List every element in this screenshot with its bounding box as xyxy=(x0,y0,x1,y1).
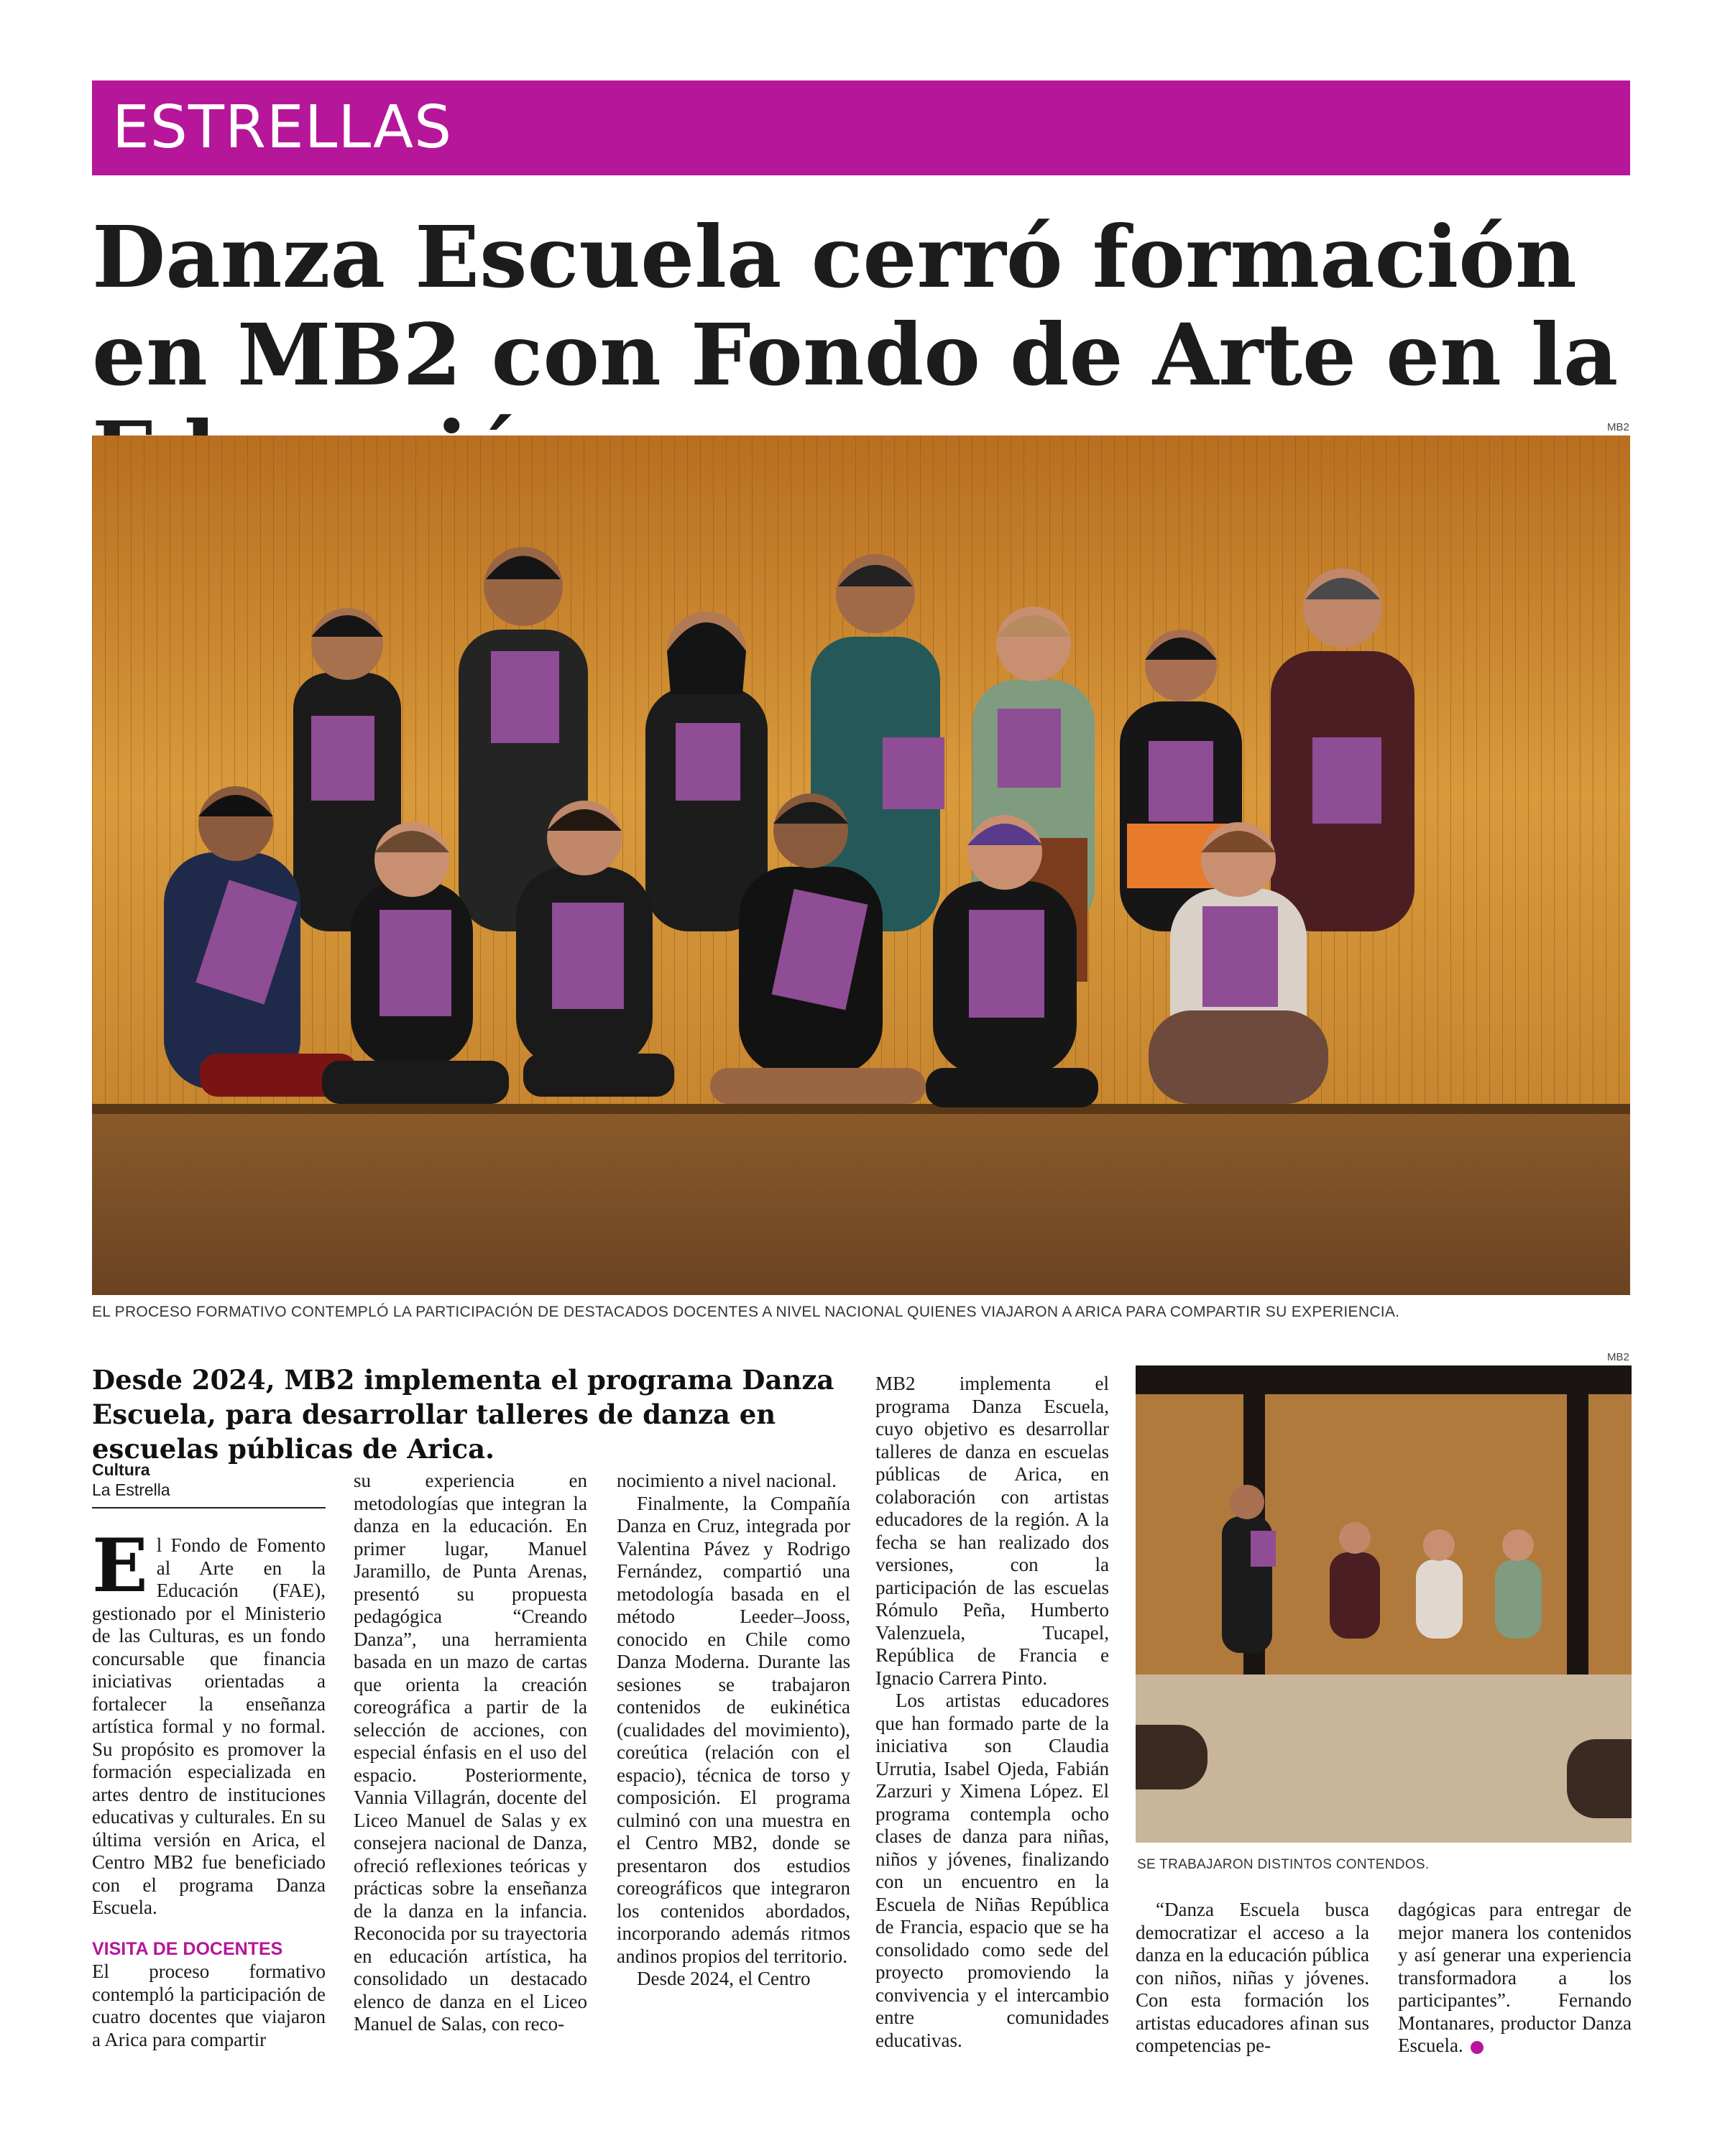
byline-publication: La Estrella xyxy=(92,1480,170,1499)
photo-credit-main: MB2 xyxy=(1607,421,1629,433)
photo-caption-main: EL PROCESO FORMATIVO CONTEMPLÓ LA PARTICIPACIÓN DE DESTACADOS DOCENTES A NIVEL NACIONAL QUIENES VIAJARON A ARICA PARA COMPARTIR SU EXPERIENCIA. xyxy=(92,1304,1400,1320)
byline-section: Cultura xyxy=(92,1460,150,1479)
article-column-5 xyxy=(1136,1899,1369,2058)
group-photo-illustration xyxy=(92,436,1630,1295)
closing-paragraph: dagógicas para entregar de mejor manera los contenidos y así generar una experiencia transformadora a los participantes”. Fernando Montanares, productor Danza Escuela. xyxy=(1398,1899,1632,2056)
paragraph: MB2 implementa el programa Danza Escuela, cuyo objetivo es desarrollar talleres de danza en escuelas públicas de Arica, en colaboración con artistas educadores de la región. A la fecha se han realizado dos versiones, con la participación de las escuelas Rómulo Peña, Humberto Valenzuela, Tucapel, República de Francia e Ignacio Carrera Pinto. xyxy=(875,1373,1109,1689)
paragraph: su experiencia en metodologías que integran la danza en la educación. En primer lugar, Manuel Jaramillo, de Punta Arenas, presentó su propuesta pedagógica “Creando Danza”, una herramienta basada en un mazo de cartas que orienta la creación coreográfica a partir de la selección de acciones, con especial énfasis en el uso del espacio. Posteriormente, Vannia Villagrán, docente del Liceo Manuel de Salas y ex consejera nacional de Danza, ofreció reflexiones teóricas y prácticas sobre la enseñanza de la danza en la infancia. Reconocida por su trayectoria en educación artística, ha consolidado un destacado elenco de danza en el Liceo Manuel de Salas, con reco- xyxy=(354,1470,587,2035)
headline: Danza Escuela cerró formación en MB2 con Fondo de Arte en la xyxy=(92,207,1619,405)
end-of-article-icon xyxy=(1471,2041,1484,2054)
section-bar xyxy=(92,80,1630,175)
class-photo-illustration xyxy=(1136,1365,1632,1843)
paragraph: Los artistas educadores que han formado parte de la iniciativa son Claudia Urrutia, Isabel Ojeda, Fabián Zarzuri y Ximena López. El programa contempla ocho clases de danza para niñas, niños y jóvenes, finalizando con un encuentro en la Escuela de Niñas República de Francia, espacio que se ha consolidado como sede del proyecto promoviendo la convivencia y el intercambio entre comunidades educativas. xyxy=(875,1690,1109,2051)
secondary-photo xyxy=(1136,1365,1632,1843)
article-column-6 xyxy=(1398,1899,1632,2058)
paragraph xyxy=(1398,1899,1632,2058)
subhead-visita: VISITA DE DOCENTES xyxy=(92,1938,283,1959)
article-column-2 xyxy=(354,1470,587,2036)
article-column-3 xyxy=(617,1470,850,1991)
photo-caption-small: SE TRABAJARON DISTINTOS CONTENDOS. xyxy=(1137,1857,1430,1872)
paragraph: nocimiento a nivel nacional. xyxy=(617,1470,837,1491)
paragraph: El proceso formativo contempló la participación de cuatro docentes que viajaron a Arica para compartir xyxy=(92,1961,326,2050)
paragraph: Finalmente, la Compañía Danza en Cruz, integrada por Valentina Pávez y Rodrigo Fernández, compartió una metodología basada en el método Leeder–Jooss, conocido en Chile como Danza Moderna. Durante las sesiones se trabajaron contenidos de eukinética (cualidades del movimiento), coreútica (relación con el espacio), técnica de torso y composición. El programa culminó con una muestra en el Centro MB2, donde se presentaron dos estudios coreográficos que integraron los contenidos abordados, incorporando además ritmos andinos propios del territorio. xyxy=(617,1492,850,1967)
section-title: ESTRELLAS xyxy=(112,93,453,162)
dropcap: E xyxy=(92,1523,148,1609)
main-photo xyxy=(92,436,1630,1295)
byline-rule xyxy=(92,1507,326,1508)
article-column-1 xyxy=(92,1523,326,2051)
paragraph: l Fondo de Fomento al Arte en la Educación (FAE), gestionado por el Ministerio de las Culturas, es un fondo concursable que financia iniciativas orientadas a fortalecer la enseñanza artística formal y no formal. Su propósito es promover la formación especializada en artes dentro de instituciones educativas y culturales. En su última versión en Arica, el Centro MB2 fue beneficiado con el programa Danza Escuela. xyxy=(92,1534,326,1918)
lead-text: Desde 2024, MB2 implementa el programa Danza Escuela, para desarrollar talleres de danza en escuelas públicas de Arica. xyxy=(92,1364,834,1465)
photo-credit-small: MB2 xyxy=(1607,1351,1629,1363)
seated-participants xyxy=(1330,1522,1542,1639)
article-column-4 xyxy=(875,1373,1109,2052)
paragraph: “Danza Escuela busca democratizar el acceso a la danza en la educación pública con niños, niñas y jóvenes. Con esta formación los artistas educadores afinan sus competencias pe- xyxy=(1136,1899,1369,2056)
paragraph: Desde 2024, el Centro xyxy=(637,1968,811,1989)
